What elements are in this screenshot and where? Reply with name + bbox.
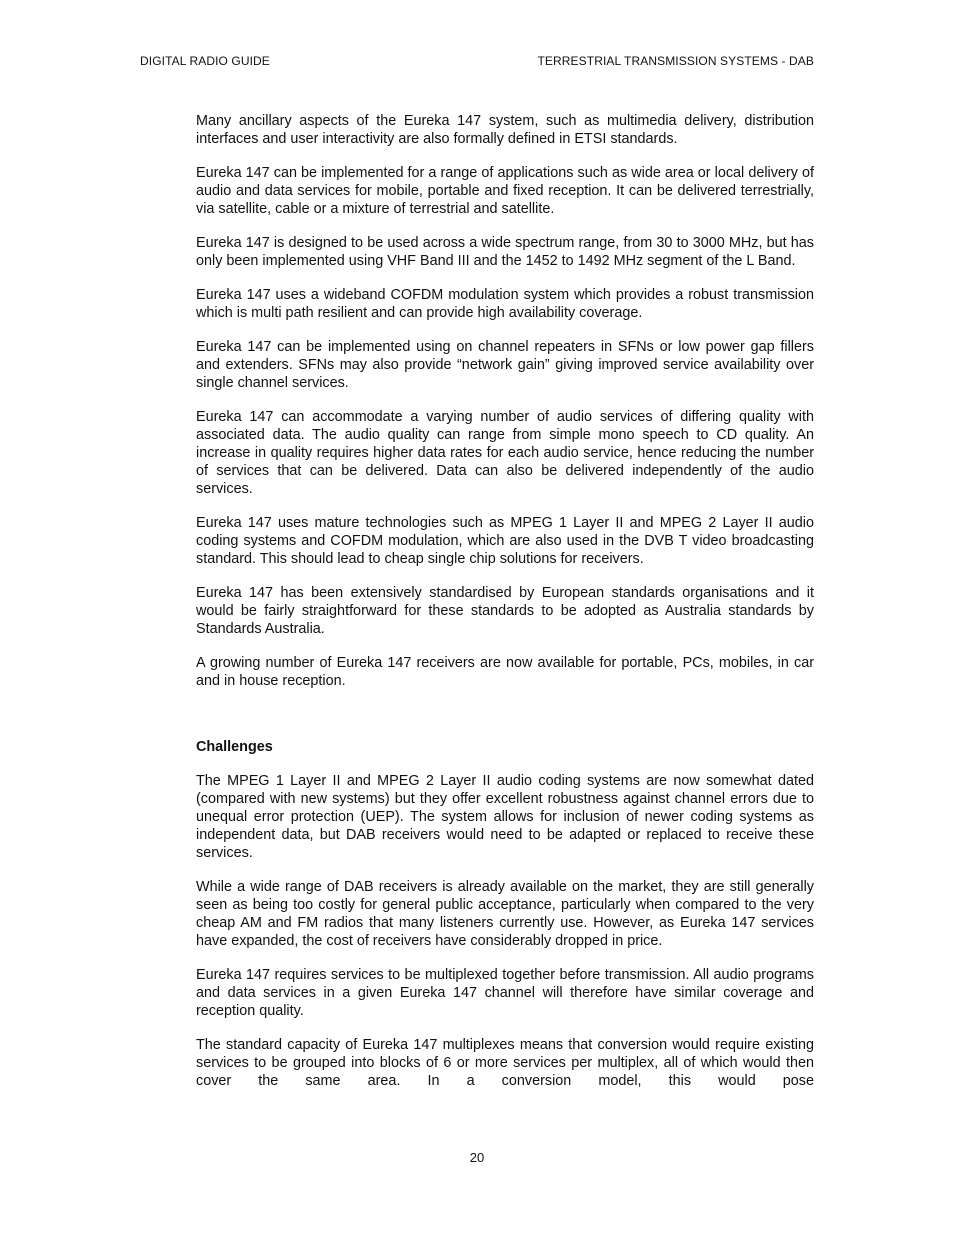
paragraph-ancillary-aspects: Many ancillary aspects of the Eureka 147 system, such as multimedia delivery, distribution interfaces and user interactivity are also formally defined in ETSI standards. [196, 113, 814, 147]
paragraph-multiplex-capacity: The standard capacity of Eureka 147 multiplexes means that conversion would require existing services to be grouped into blocks of 6 or more services per multiplex, all of which would then cover the same area. In a conversion model, this would pose [196, 1037, 814, 1089]
running-header-left: DIGITAL RADIO GUIDE [140, 54, 270, 68]
paragraph-standardisation: Eureka 147 has been extensively standardised by European standards organisations and it would be fairly straightforward for these standards to be adopted as Australia standards by Standards Australia. [196, 585, 814, 637]
running-header-right: TERRESTRIAL TRANSMISSION SYSTEMS - DAB [537, 54, 814, 68]
paragraph-receivers-available: A growing number of Eureka 147 receivers are now available for portable, PCs, mobiles, in car and in house reception. [196, 655, 814, 689]
paragraph-receiver-cost: While a wide range of DAB receivers is already available on the market, they are still generally seen as being too costly for general public acceptance, particularly when compared to the very cheap AM and FM radios that many listeners currently use. However, as Eureka 147 services have expanded, the cost of receivers have considerably dropped in price. [196, 879, 814, 949]
paragraph-applications: Eureka 147 can be implemented for a range of applications such as wide area or local delivery of audio and data services for mobile, portable and fixed reception. It can be delivered terrestrially, via satellite, cable or a mixture of terrestrial and satellite. [196, 165, 814, 217]
paragraph-audio-services: Eureka 147 can accommodate a varying number of audio services of differing quality with associated data. The audio quality can range from simple mono speech to CD quality. An increase in quality requires higher data rates for each audio service, hence reducing the number of services that can be delivered. Data can also be delivered independently of the audio services. [196, 409, 814, 497]
paragraph-multiplexing: Eureka 147 requires services to be multiplexed together before transmission. All audio programs and data services in a given Eureka 147 channel will therefore have similar coverage and reception quality. [196, 967, 814, 1019]
page-body [196, 112, 814, 1090]
paragraph-audio-coding-dated: The MPEG 1 Layer II and MPEG 2 Layer II audio coding systems are now somewhat dated (compared with new systems) but they offer excellent robustness against channel errors due to unequal error protection (UEP). The system allows for inclusion of newer coding systems as independent data, but DAB receivers would need to be adapted or replaced to receive these services. [196, 773, 814, 861]
paragraph-mature-technologies: Eureka 147 uses mature technologies such as MPEG 1 Layer II and MPEG 2 Layer II audio coding systems and COFDM modulation, which are also used in the DVB T video broadcasting standard. This should lead to cheap single chip solutions for receivers. [196, 515, 814, 567]
section-heading-challenges: Challenges [196, 739, 273, 755]
paragraph-cofdm-modulation: Eureka 147 uses a wideband COFDM modulation system which provides a robust transmission which is multi path resilient and can provide high availability coverage. [196, 287, 814, 321]
paragraph-repeaters: Eureka 147 can be implemented using on channel repeaters in SFNs or low power gap fillers and extenders. SFNs may also provide “network gain” giving improved service availability over single channel services. [196, 339, 814, 391]
page-number: 20 [469, 1150, 485, 1165]
paragraph-spectrum-range: Eureka 147 is designed to be used across a wide spectrum range, from 30 to 3000 MHz, but has only been implemented using VHF Band III and the 1452 to 1492 MHz segment of the L Band. [196, 235, 814, 269]
